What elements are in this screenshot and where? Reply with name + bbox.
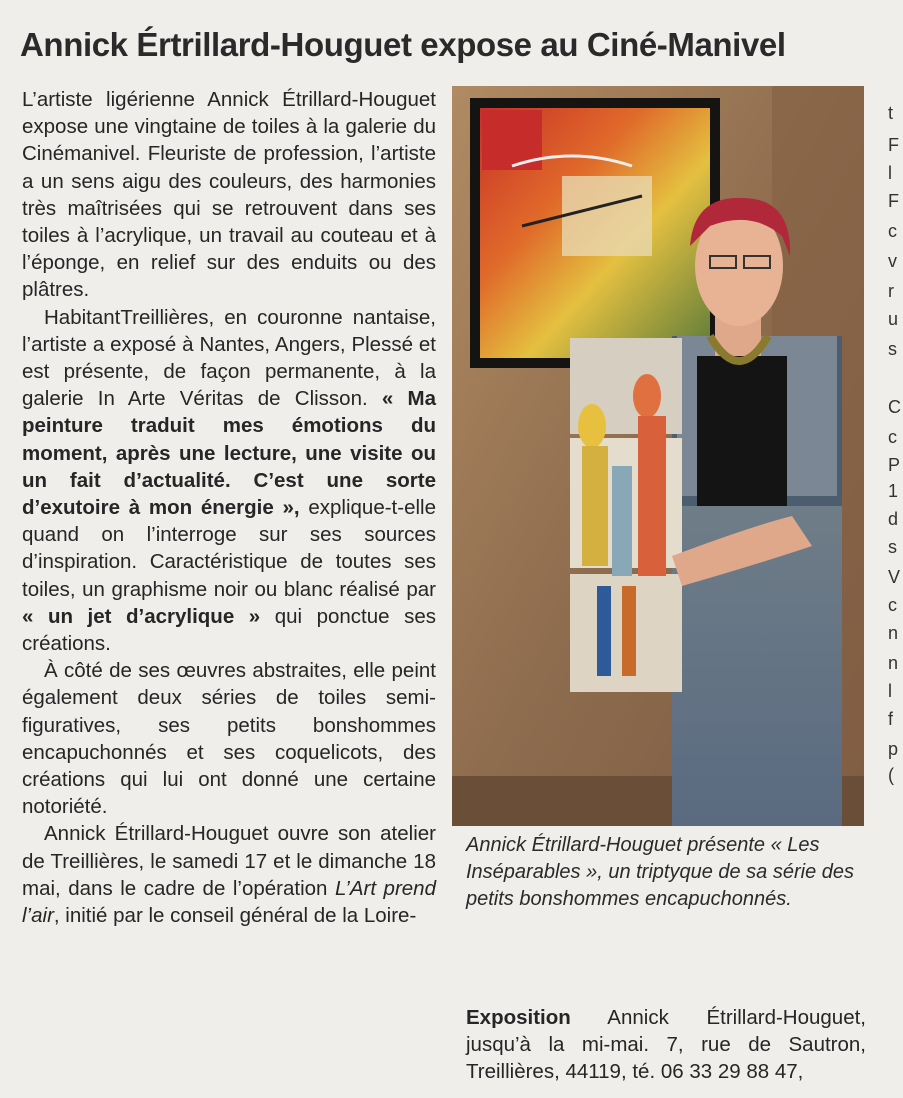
margin-letter: f — [888, 709, 894, 729]
article-photo — [452, 86, 864, 826]
paragraph-4 — [22, 820, 436, 929]
margin-letter: t — [888, 103, 894, 123]
exhibition-info — [466, 1004, 866, 1086]
paragraph-4-text-b: , initié par le conseil général de la Loire- — [53, 904, 417, 928]
margin-letter: l — [888, 681, 892, 701]
headline: Annick Értrillard-Houguet expose au Ciné-Manivel — [20, 26, 786, 63]
photo-artist-with-triptych-icon — [452, 86, 864, 826]
paragraph-4-text-a: Annick Étrillard-Houguet ouvre son atelier de Treillières, le samedi 17 et le dimanche 18 mai, dans le cadre de l’opération — [22, 822, 436, 900]
margin-letter: n — [888, 653, 899, 673]
margin-letter: s — [888, 339, 897, 359]
margin-letter: s — [888, 537, 897, 557]
margin-letter: v — [888, 251, 897, 271]
article-body — [22, 86, 436, 929]
margin-letter: V — [888, 567, 901, 587]
margin-letter: l — [888, 163, 892, 183]
margin-letter: u — [888, 309, 899, 329]
photo-caption: Annick Étrillard-Houguet présente « Les Inséparables », un triptyque de sa série des petits bonshommes encapuchonnés. — [466, 834, 855, 910]
paragraph-2-text-b: explique-t-elle quand on l’interroge sur ses sources d’inspiration. Caractéristique de toutes ses toiles, un graphisme noir ou blanc réalisé par — [22, 496, 436, 601]
info-text: Annick Étrillard-Houguet, jusqu’à la mi-mai. 7, rue de Sautron, Treillières, 44119, té. 06 33 29 88 47, — [466, 1006, 866, 1084]
artist-quote-2: « un jet d’acrylique » — [22, 604, 261, 628]
margin-letter: F — [888, 191, 899, 211]
margin-letter: F — [888, 135, 899, 155]
margin-letter: C — [888, 397, 901, 417]
paragraph-1: L’artiste ligérienne Annick Étrillard-Houguet expose une vingtaine de toiles à la galerie du Cinémanivel. Fleuriste de profession, l’artiste a un sens aigu des couleurs, des harmonies très maîtrisées qui se retrouvent dans ses toiles à l’acrylique, un travail au couteau et à l’éponge, en relief sur des enduits ou des plâtres. — [22, 88, 436, 302]
adjacent-column-fragment — [884, 12, 903, 1098]
margin-letter: ( — [888, 765, 894, 785]
margin-letter: r — [888, 281, 894, 301]
margin-letter: p — [888, 739, 899, 759]
margin-letter: c — [888, 427, 897, 447]
margin-letter: n — [888, 623, 899, 643]
paragraph-3: À côté de ses œuvres abstraites, elle peint également deux séries de toiles semi-figuratives, ses petits bonshommes encapuchonnés et ses coquelicots, des créations qui lui ont donné une certaine notoriété. — [22, 659, 436, 819]
info-label: Exposition — [466, 1006, 571, 1029]
margin-letter: d — [888, 509, 899, 529]
margin-letter: c — [888, 221, 897, 241]
paragraph-2 — [22, 304, 436, 658]
paragraph-2-text-c: qui ponctue ses créations. — [22, 604, 436, 656]
paragraph-2-text-a: HabitantTreillières, en couronne nantaise, l’artiste a exposé à Nantes, Angers, Plessé et est présente, de façon permanente, à la galerie In Arte Véritas de Clisson. — [22, 305, 436, 411]
margin-letter: P — [888, 455, 901, 475]
margin-letter: 1 — [888, 481, 899, 501]
artist-quote: « Ma peinture traduit mes émotions du moment, après une lecture, une visite ou un fait d’actualité. C’est une sorte d’exutoire à mon énergie », — [22, 387, 436, 520]
operation-name: L’Art prend l’air — [22, 876, 436, 928]
margin-letter: c — [888, 595, 897, 615]
